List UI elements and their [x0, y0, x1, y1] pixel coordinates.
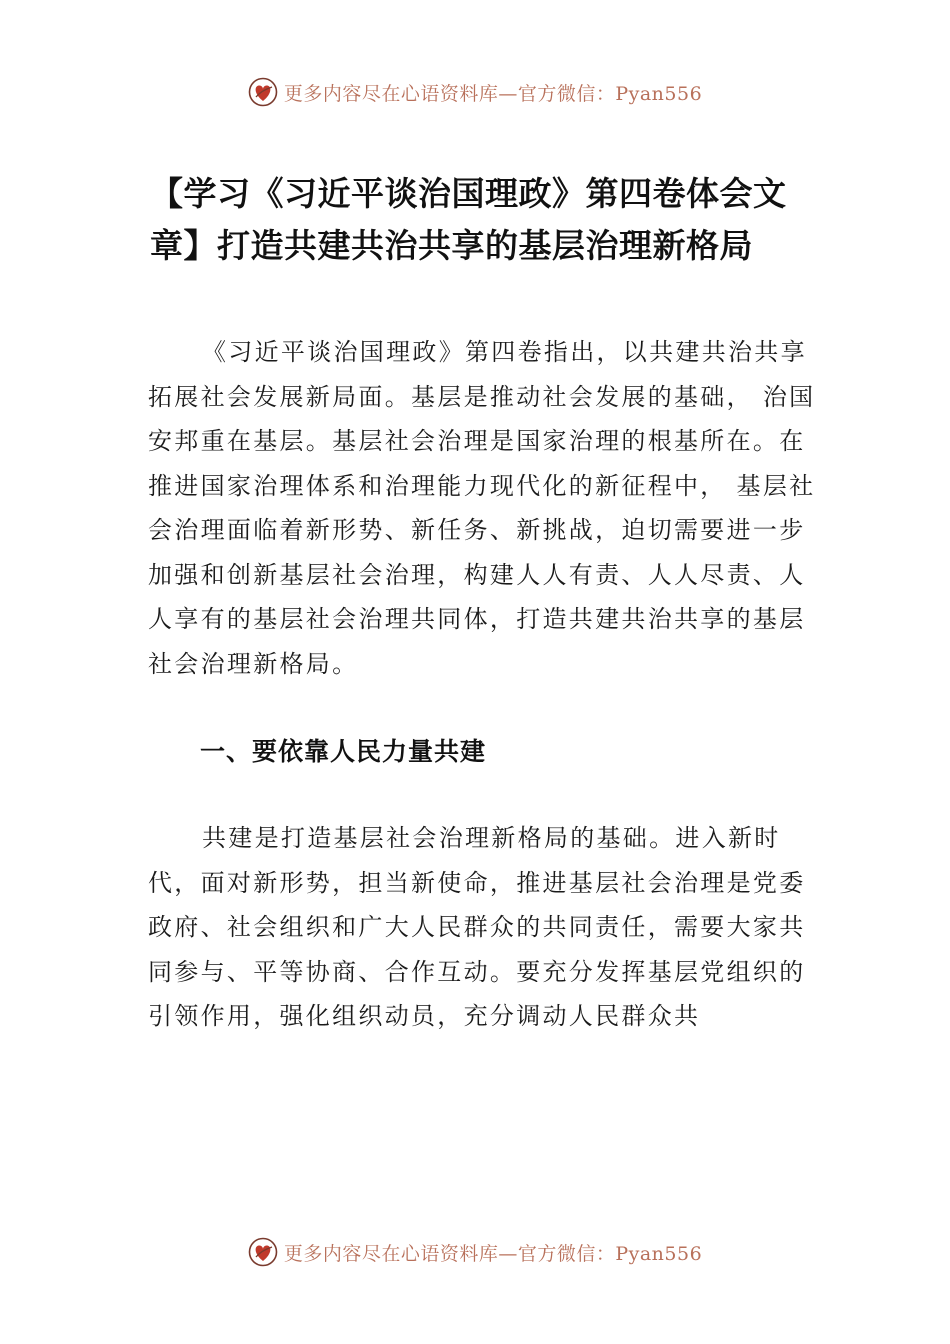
heart-logo-icon [248, 77, 278, 107]
footer-banner [0, 1232, 950, 1272]
document-title: 【学习《习近平谈治国理政》第四卷体会文章】打造共建共治共享的基层治理新格局 [150, 174, 787, 265]
footer-banner-text: 更多内容尽在心语资料库—官方微信：Pyan556 [283, 1242, 703, 1265]
header-banner-text: 更多内容尽在心语资料库—官方微信：Pyan556 [283, 82, 703, 105]
heart-logo-icon [248, 1237, 278, 1267]
section-heading: 一、要依靠人民力量共建 [200, 737, 487, 766]
header-banner [0, 72, 950, 112]
intro-paragraph: 《习近平谈治国理政》第四卷指出，以共建共治共享拓展社会发展新局面。基层是推动社会发展的基础， 治国安邦重在基层。基层社会治理是国家治理的根基所在。在推进国家治理体系和治理能力现代化的新征程中， 基层社会治理面临着新形势、新任务、新挑战，迫切需要进一步加强和创新基层社会治理，构建人人有责、人人尽责、人人享有的基层社会治理共同体，打造共建共治共享的基层社会治理新格局。 [148, 338, 816, 678]
section-paragraph: 共建是打造基层社会治理新格局的基础。进入新时代，面对新形势，担当新使命，推进基层社会治理是党委政府、社会组织和广大人民群众的共同责任，需要大家共同参与、平等协商、合作互动。要充分发挥基层党组织的引领作用，强化组织动员，充分调动人民群众共 [148, 824, 806, 1030]
